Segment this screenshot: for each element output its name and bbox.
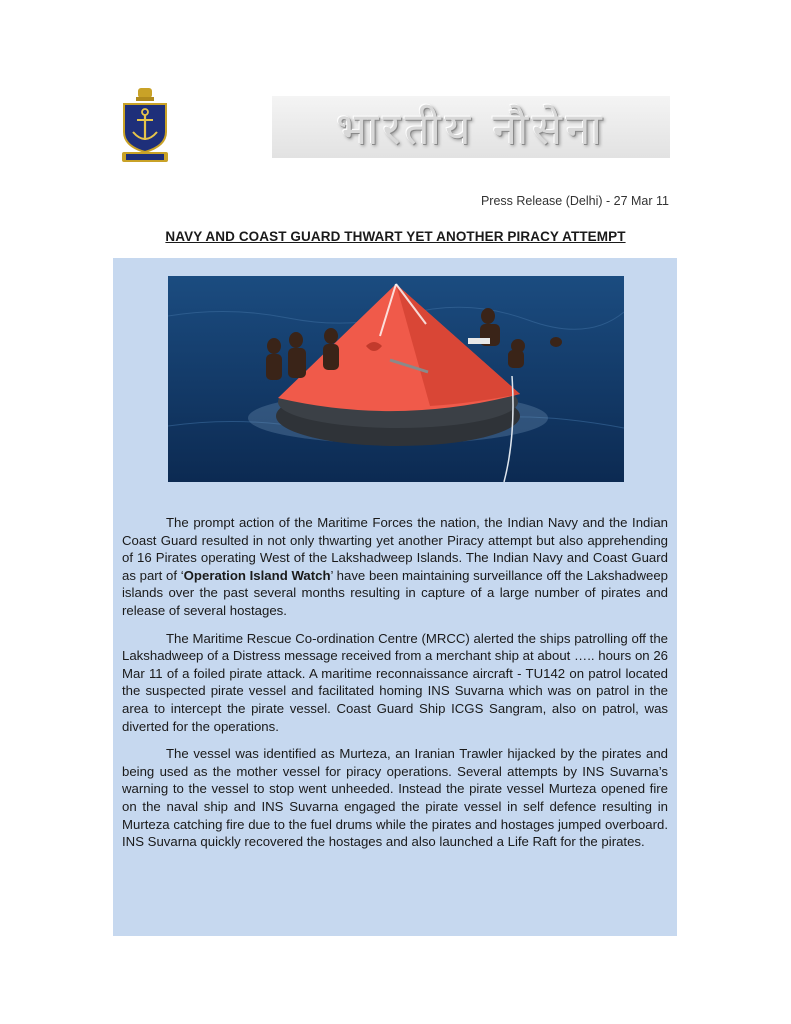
- headline: NAVY AND COAST GUARD THWART YET ANOTHER PIRACY ATTEMPT: [165, 229, 626, 244]
- life-raft-photo: [168, 276, 624, 482]
- article-body: [122, 514, 668, 861]
- paragraph-1: [122, 514, 668, 620]
- operation-name: Operation Island Watch: [183, 567, 331, 583]
- paragraph-1-text-b: ’ have been maintaining surveillance off the Lakshadweep islands over the past several months resulting in capture of a large number of pirates and release of several hostages.: [122, 567, 668, 618]
- paragraph-1-text-a: The prompt action of the Maritime Forces the nation, the Indian Navy and the Indian Coast Guard resulted in not only thwarting yet another Piracy attempt but also apprehending of 16 Pirates operating West of the Lakshadweep Islands. The Indian Navy and Coast Guard as part of ‘: [122, 515, 668, 583]
- navy-crest-icon: [118, 86, 172, 166]
- press-release-date: Press Release (Delhi) - 27 Mar 11: [480, 194, 669, 208]
- paragraph-3: The vessel was identified as Murteza, an Iranian Trawler hijacked by the pirates and being used as the mother vessel for piracy operations. Several attempts by INS Suvarna’s warning to the vessel to stop went unheeded. Instead the pirate vessel Murteza opened fire on the naval ship and INS Suvarna engaged the pirate vessel in self defence resulting in Murteza catching fire due to the fuel drums while the pirates and hostages jumped overboard. INS Suvarna quickly recovered the hostages and also launched a Life Raft for the pirates.: [122, 746, 668, 850]
- masthead-title: भारतीय नौसेना: [272, 96, 670, 158]
- paragraph-2: The Maritime Rescue Co-ordination Centre (MRCC) alerted the ships patrolling off the Lakshadweep of a Distress message received from a merchant ship at about ….. hours on 26 Mar 11 of a foiled pirate attack. A maritime reconnaissance aircraft - TU142 on patrol located the suspected pirate vessel and facilitated homing INS Suvarna which was on patrol in the area to intercept the pirate vessel. Coast Guard Ship ICGS Sangram, also on patrol, was diverted for the operations.: [122, 630, 668, 734]
